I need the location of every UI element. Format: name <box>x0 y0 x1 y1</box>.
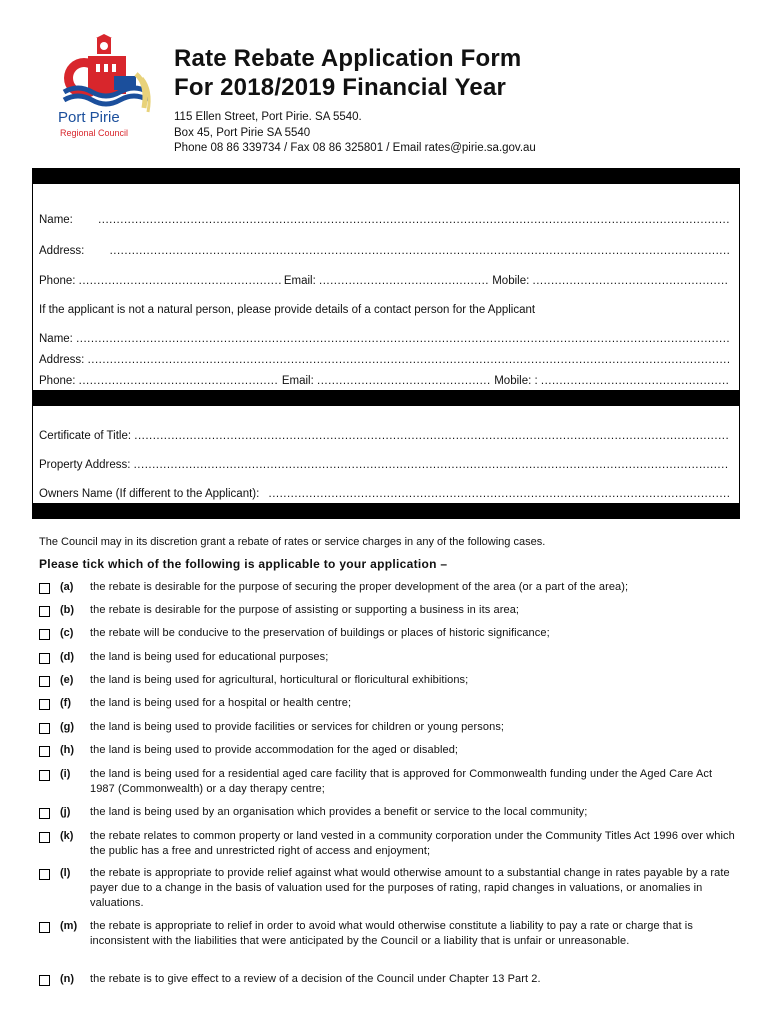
contact-address-row[interactable] <box>39 354 729 366</box>
contact-mobile-label: Mobile: : <box>494 375 538 387</box>
checkbox[interactable] <box>39 583 50 594</box>
address-line3: Phone 08 86 339734 / Fax 08 86 325801 / Email rates@pirie.sa.gov.au <box>174 142 536 154</box>
rebate-option-b[interactable]: (b) the rebate is desirable for the purpose of assisting or supporting a business in its area; <box>39 603 739 618</box>
certificate-of-title-row[interactable] <box>39 430 729 442</box>
phone-email-mobile-row[interactable] <box>39 275 729 287</box>
rebate-option-h[interactable]: (h) the land is being used to provide accommodation for the aged or disabled; <box>39 743 739 758</box>
checkbox[interactable] <box>39 676 50 687</box>
rebate-option-i[interactable]: (i) the land is being used for a residential aged care facility that is approved for Commonwealth funding under the Aged Care Act 1987 (Commonwealth) or a day therapy centre; <box>39 767 739 797</box>
name-field-row[interactable] <box>39 214 729 226</box>
council-logo <box>52 34 162 146</box>
phone-label: Phone: <box>39 275 76 287</box>
property-address-label: Property Address: <box>39 459 131 471</box>
address-label: Address: <box>39 245 85 257</box>
owners-name-label: Owners Name (If different to the Applicant): <box>39 488 260 500</box>
council-address <box>174 110 536 157</box>
checkbox[interactable] <box>39 975 50 986</box>
rebate-option-n[interactable]: (n) the rebate is to give effect to a review of a decision of the Council under Chapter 13 Part 2. <box>39 972 739 987</box>
tick-heading: Please tick which of the following is applicable to your application – <box>39 557 448 571</box>
logo-subtitle: Regional Council <box>60 128 129 138</box>
rebate-option-j[interactable]: (j) the land is being used by an organisation which provides a benefit or service to the local community; <box>39 805 739 820</box>
form-title-line1: Rate Rebate Application Form <box>174 45 522 72</box>
name-label: Name: <box>39 214 73 226</box>
certificate-label: Certificate of Title: <box>39 430 132 442</box>
rebate-option-f[interactable]: (f) the land is being used for a hospital or health centre; <box>39 696 739 711</box>
rebate-option-a[interactable]: (a) the rebate is desirable for the purpose of securing the proper development of the area (or a part of the area); <box>39 580 739 595</box>
rebate-option-k[interactable]: (k) the rebate relates to common property or land vested in a community corporation under the Community Titles Act 1996 over which the public has a free and unrestricted right of access and enjoyment; <box>39 829 739 859</box>
applicant-section <box>32 184 740 390</box>
checkbox[interactable] <box>39 746 50 757</box>
rebate-option-g[interactable]: (g) the land is being used to provide facilities or services for children or young persons; <box>39 720 739 735</box>
contact-email-label: Email: <box>281 375 314 387</box>
checkbox[interactable] <box>39 653 50 664</box>
form-title-line2: For 2018/2019 Financial Year <box>174 74 507 101</box>
checkbox[interactable] <box>39 629 50 640</box>
mobile-label: Mobile: <box>492 275 530 287</box>
address-field-row[interactable] <box>39 245 729 257</box>
section-divider-bar <box>32 390 740 406</box>
contact-phone-email-mobile-row[interactable] <box>39 375 729 387</box>
checkbox[interactable] <box>39 808 50 819</box>
rebate-intro: The Council may in its discretion grant a rebate of rates or service charges in any of the following cases. <box>39 536 546 548</box>
section-divider-bar <box>32 168 740 184</box>
address-line1: 115 Ellen Street, Port Pirie. SA 5540. <box>174 111 362 123</box>
checkbox[interactable] <box>39 869 50 880</box>
port-pirie-logo-icon <box>52 34 162 146</box>
checkbox[interactable] <box>39 832 50 843</box>
property-section <box>32 406 740 503</box>
rebate-option-e[interactable]: (e) the land is being used for agricultural, horticultural or floricultural exhibitions; <box>39 673 739 688</box>
address-line2: Box 45, Port Pirie SA 5540 <box>174 126 311 139</box>
section-divider-bar <box>32 503 740 519</box>
rebate-option-c[interactable]: (c) the rebate will be conducive to the preservation of buildings or places of historic significance; <box>39 626 739 641</box>
contact-address-label: Address: <box>39 354 85 366</box>
owners-name-row[interactable] <box>39 488 729 500</box>
checkbox[interactable] <box>39 770 50 781</box>
rebate-option-d[interactable]: (d) the land is being used for educational purposes; <box>39 650 739 665</box>
checkbox[interactable] <box>39 699 50 710</box>
checkbox[interactable] <box>39 723 50 734</box>
contact-person-note: If the applicant is not a natural person, please provide details of a contact person for the Applicant <box>39 304 536 316</box>
property-address-row[interactable] <box>39 459 729 471</box>
contact-name-row[interactable] <box>39 333 729 345</box>
contact-phone-label: Phone: <box>39 375 76 387</box>
form-title <box>174 44 521 102</box>
checkbox[interactable] <box>39 922 50 933</box>
logo-name: Port Pirie <box>58 109 120 126</box>
rebate-option-l[interactable]: (l) the rebate is appropriate to provide relief against what would otherwise amount to a substantial change in rates payable by a rate payer due to a change in the basis of valuation used for the purposes of rating, rapid changes in valuations, or anomalies in valuations. <box>39 866 739 911</box>
checkbox[interactable] <box>39 606 50 617</box>
rebate-option-m[interactable]: (m) the rebate is appropriate to relief in order to avoid what would otherwise constitute a liability to pay a rate or charge that is inconsistent with the liabilities that were anticipated by the Council or a liability that is unfair or unreasonable. <box>39 919 739 949</box>
contact-name-label: Name: <box>39 333 73 345</box>
email-label: Email: <box>283 275 316 287</box>
